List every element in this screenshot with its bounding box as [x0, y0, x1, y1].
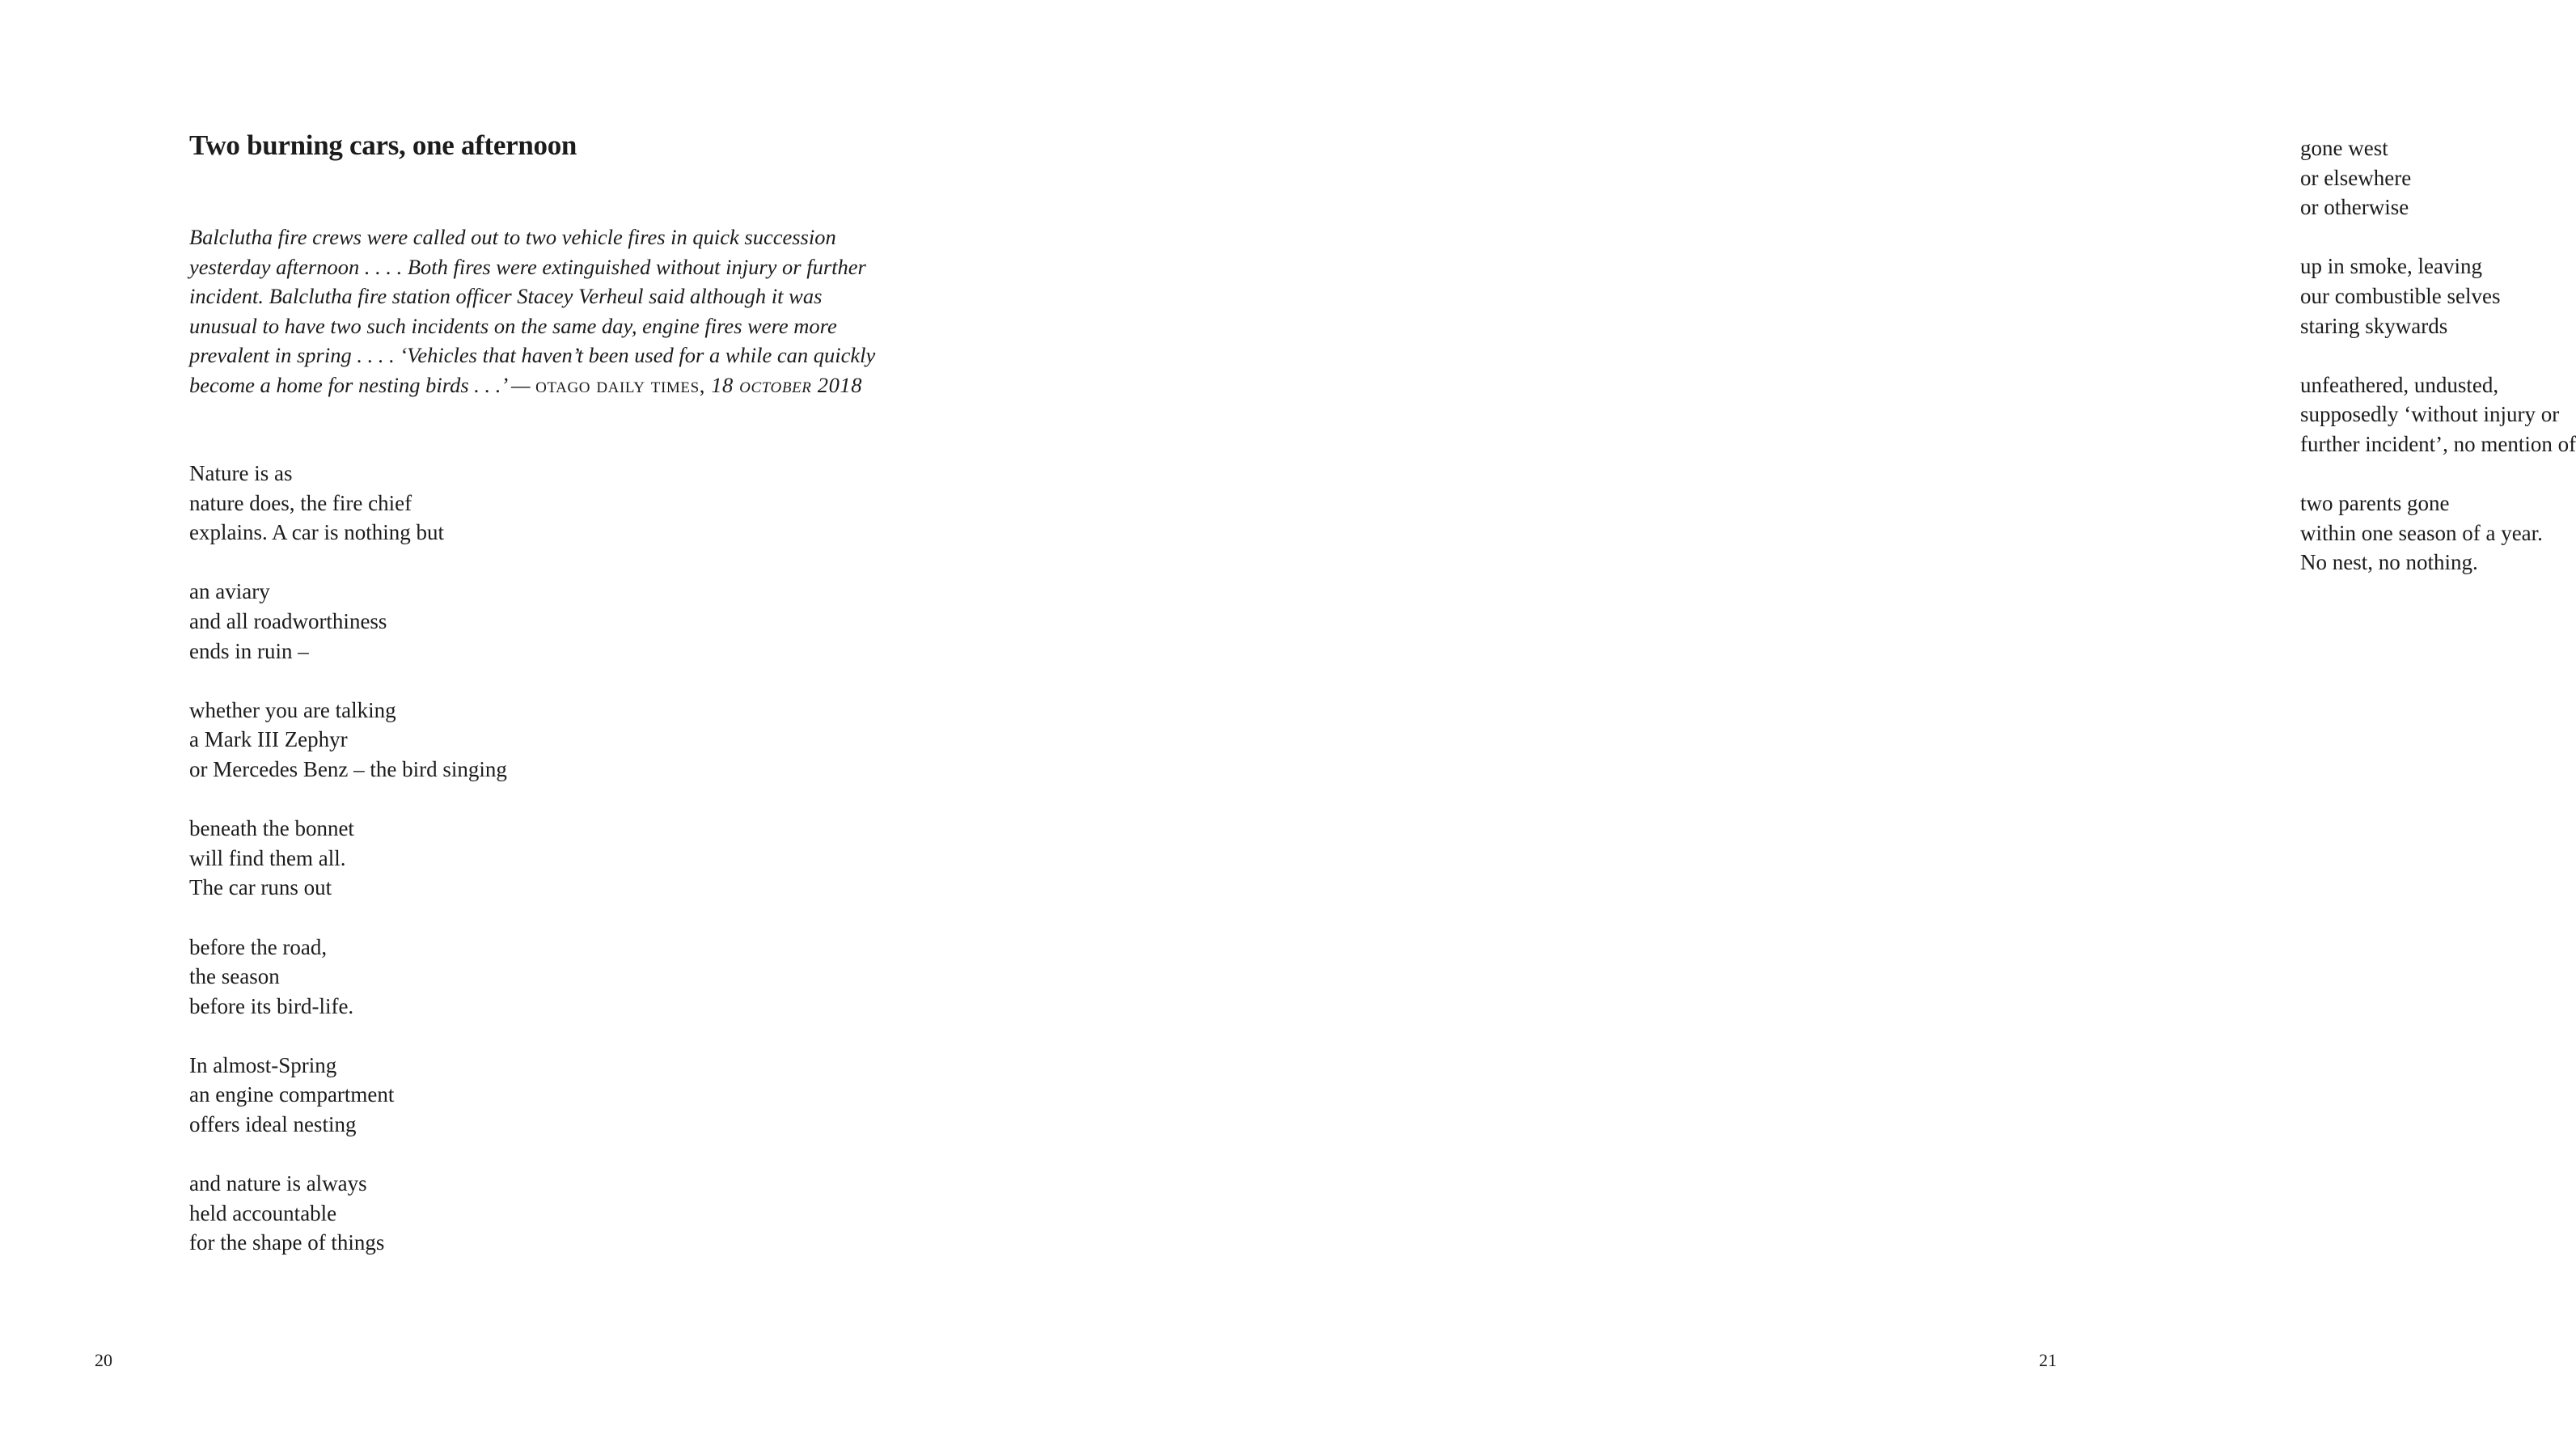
poem-line: our combustible selves	[2300, 283, 2501, 308]
poem-line: nature does, the fire chief	[189, 490, 412, 515]
poem-line: further incident’, no mention of	[2300, 431, 2576, 456]
poem-line: and nature is always	[189, 1171, 367, 1196]
poem-line: In almost-Spring	[189, 1052, 337, 1077]
stanza	[189, 577, 507, 666]
poem-line: two parents gone	[2300, 491, 2450, 516]
poem-line: beneath the bonnet	[189, 816, 354, 841]
poem-line: offers ideal nesting	[189, 1112, 357, 1137]
epigraph-line: yesterday afternoon . . . . Both fires were extinguished without injury or further	[189, 254, 866, 279]
stanza	[189, 814, 507, 903]
left-page	[0, 0, 1035, 1443]
poem-line: an engine compartment	[189, 1082, 395, 1107]
stanza	[2300, 489, 2576, 578]
poem-line: within one season of a year.	[2300, 520, 2543, 545]
poem-line: supposedly ‘without injury or	[2300, 402, 2560, 427]
poem-line: before its bird-life.	[189, 993, 354, 1018]
poem-line: an aviary	[189, 579, 270, 604]
epigraph-source: otago daily times,	[535, 372, 705, 397]
poem-line: or otherwise	[2300, 195, 2409, 220]
epigraph-date: 18 october 2018	[704, 372, 863, 397]
poem-line: a Mark III Zephyr	[189, 727, 348, 752]
poem-line: the season	[189, 964, 280, 989]
epigraph	[189, 222, 876, 400]
poem-line: whether you are talking	[189, 697, 396, 722]
poem-line: held accountable	[189, 1200, 337, 1225]
epigraph-line: Balclutha fire crews were called out to two vehicle fires in quick succession	[189, 225, 836, 249]
poem-line: gone west	[2300, 136, 2388, 160]
poem-line: ends in ruin –	[189, 638, 309, 663]
epigraph-line: prevalent in spring . . . . ‘Vehicles that haven’t been used for a while can quickly	[189, 343, 876, 368]
epigraph-line: incident. Balclutha fire station officer Stacey Verheul said although it was	[189, 284, 823, 309]
poem-line: explains. A car is nothing but	[189, 520, 444, 545]
poem-title: Two burning cars, one afternoon	[189, 129, 577, 161]
right-page	[1035, 0, 2576, 1443]
poem-right-column	[2300, 133, 2576, 607]
poem-line: or Mercedes Benz – the bird singing	[189, 756, 507, 781]
stanza	[189, 1169, 507, 1258]
poem-line: up in smoke, leaving	[2300, 254, 2482, 279]
poem-line: unfeathered, undusted,	[2300, 372, 2499, 397]
page-number-right: 21	[2039, 1350, 2057, 1370]
stanza	[2300, 252, 2576, 341]
stanza	[189, 933, 507, 1022]
stanza	[2300, 133, 2576, 222]
poem-line: for the shape of things	[189, 1230, 385, 1255]
stanza	[189, 696, 507, 785]
epigraph-attribution-line	[189, 370, 863, 400]
stanza	[2300, 370, 2576, 459]
poem-line: The car runs out	[189, 875, 332, 900]
poem-line: will find them all.	[189, 845, 346, 870]
epigraph-line: unusual to have two such incidents on the same day, engine fires were more	[189, 313, 837, 338]
poem-left-column	[189, 459, 507, 1288]
stanza	[189, 1051, 507, 1140]
epigraph-line: become a home for nesting birds . . .’ —	[189, 372, 536, 397]
stanza	[189, 459, 507, 548]
page-number-left: 20	[95, 1350, 112, 1370]
poem-line: before the road,	[189, 934, 328, 959]
poem-line: Nature is as	[189, 461, 293, 485]
poem-line: No nest, no nothing.	[2300, 550, 2478, 575]
poem-line: and all roadworthiness	[189, 608, 387, 633]
poem-line: or elsewhere	[2300, 165, 2412, 190]
poem-line: staring skywards	[2300, 313, 2448, 338]
